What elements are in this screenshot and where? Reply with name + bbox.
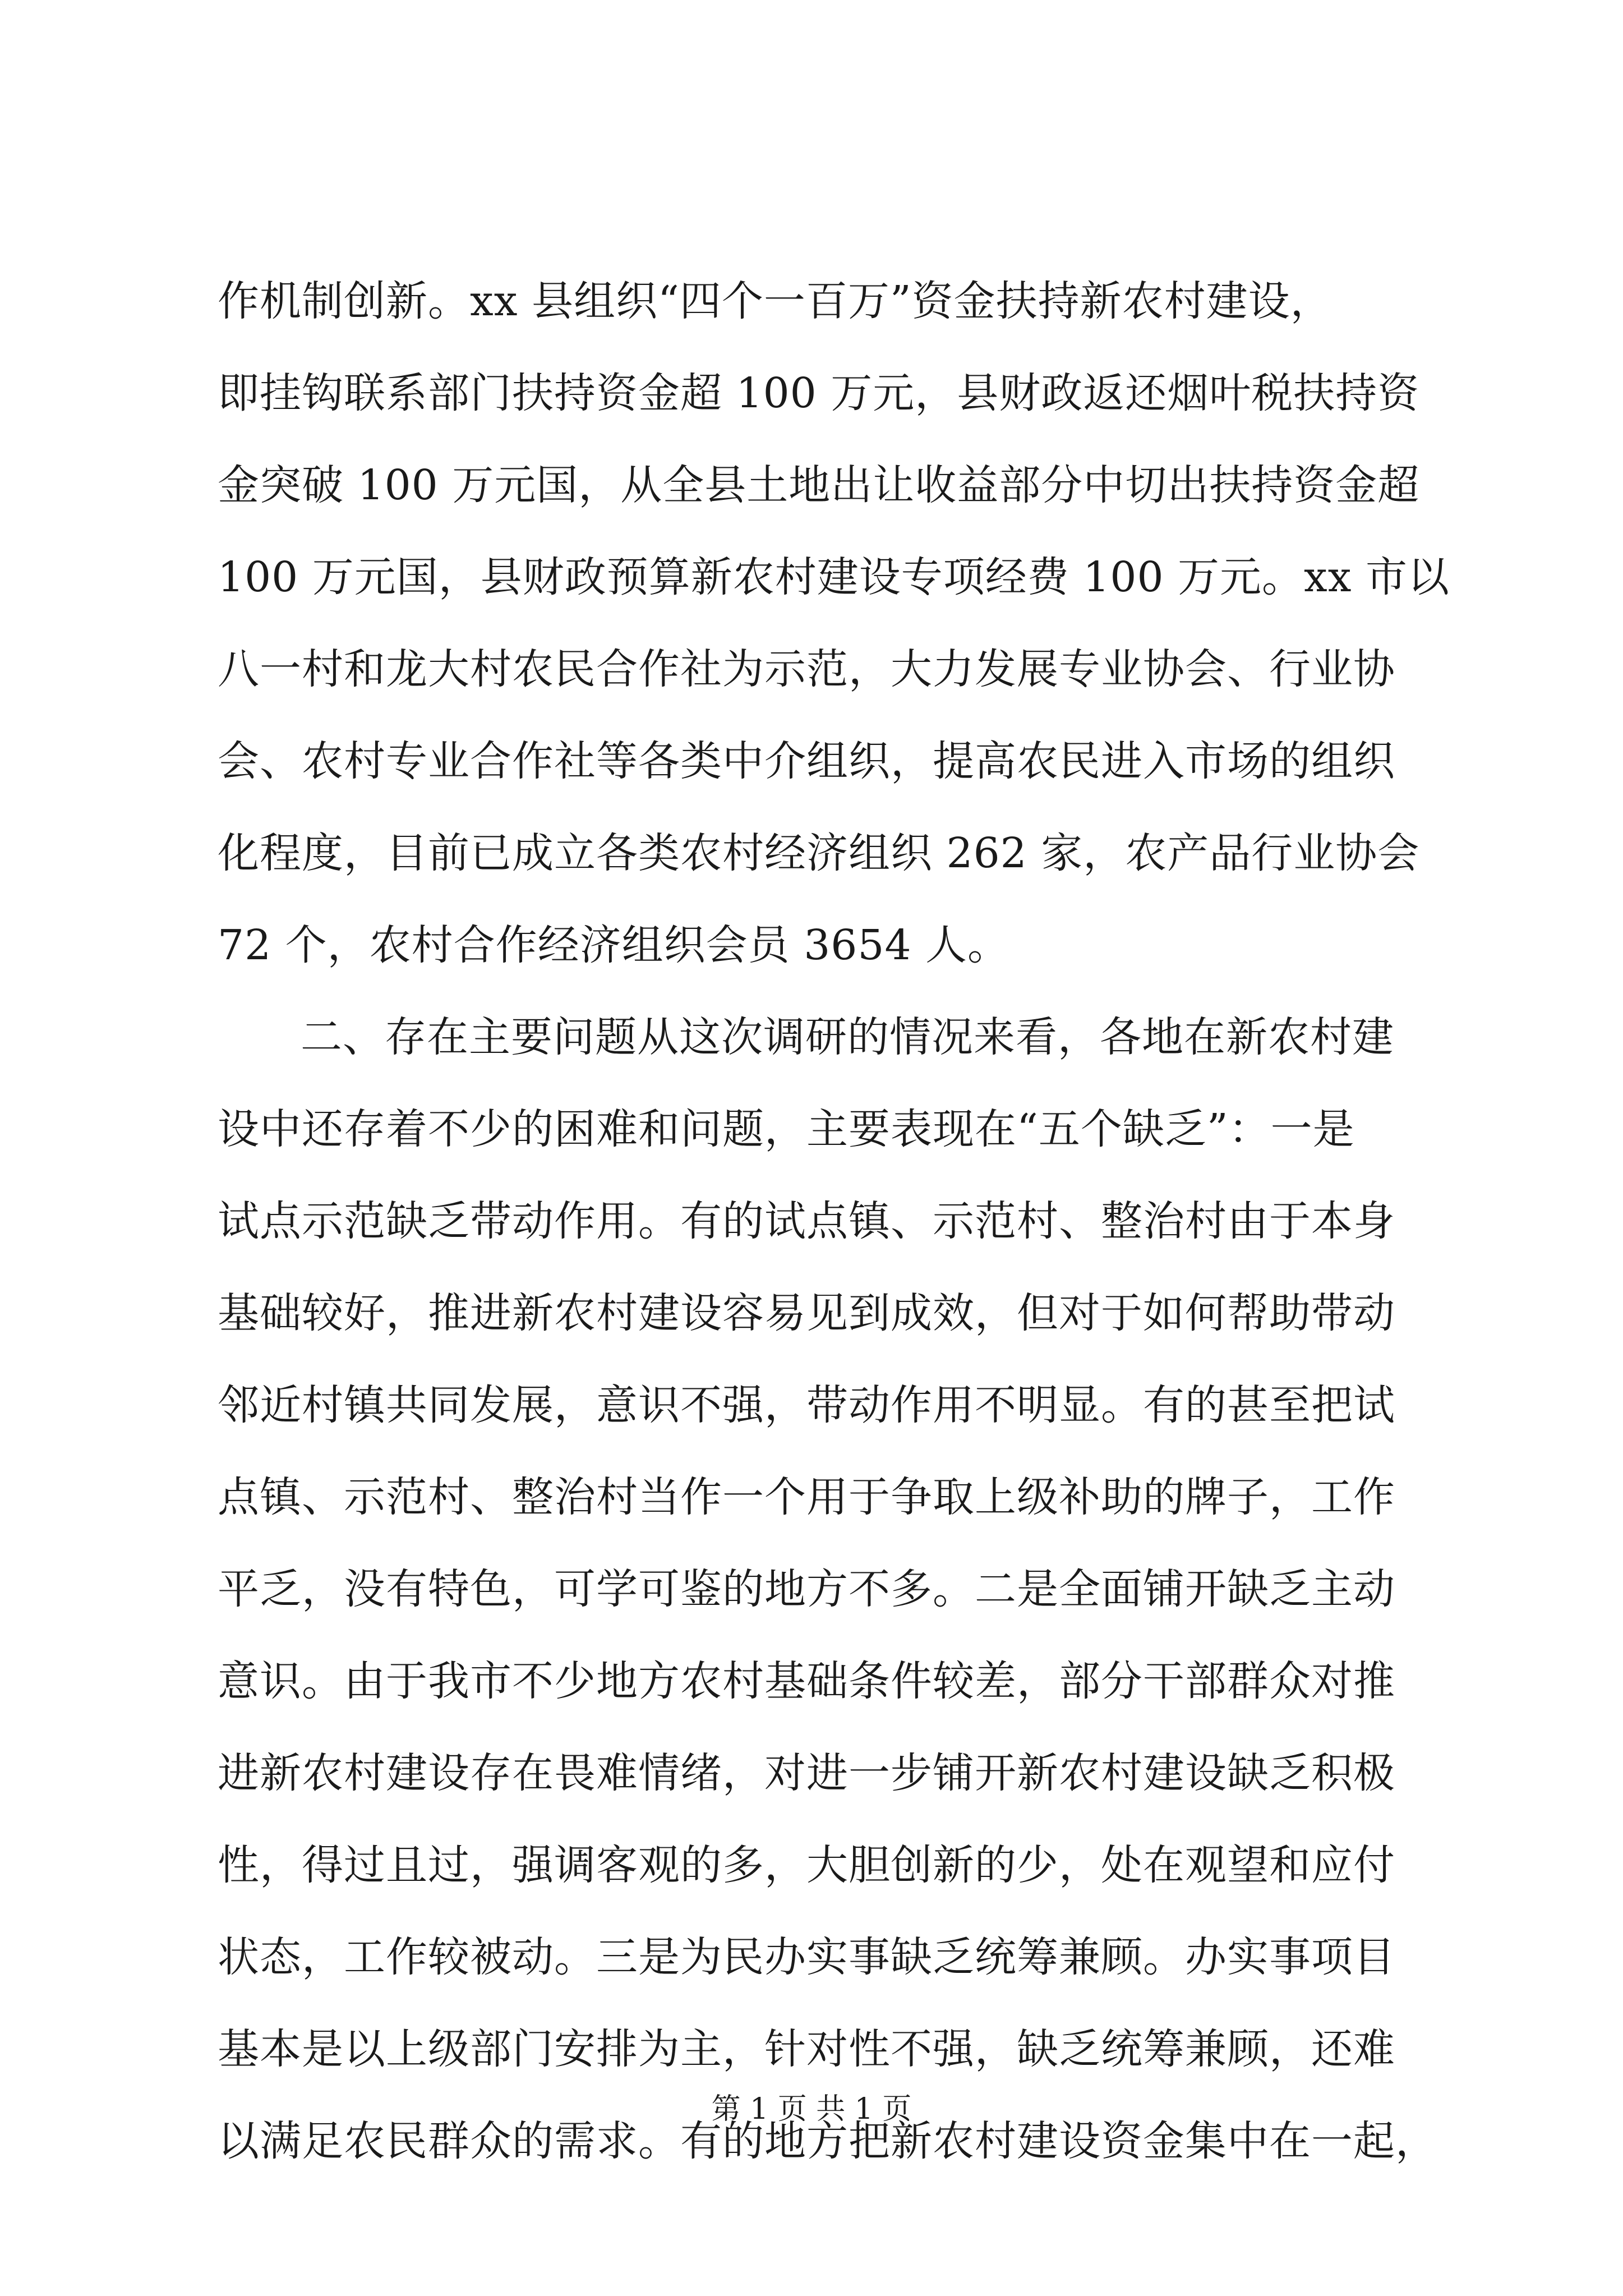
page-footer: 第 1 页 共 1 页 <box>711 2092 912 2126</box>
text-line: 意识。由于我市不少地方农村基础条件较差，部分干部群众对推 <box>218 1657 1395 1705</box>
text-line: 设中还存着不少的困难和问题，主要表现在“五个缺乏”：一是 <box>218 1105 1355 1153</box>
text-line: 会、农村专业合作社等各类中介组织，提高农民进入市场的组织 <box>218 737 1395 785</box>
text-line: 化程度，目前已成立各类农村经济组织 262 家，农产品行业协会 <box>218 829 1420 877</box>
text-line: 72 个，农村合作经济组织会员 3654 人。 <box>218 921 1010 969</box>
text-line: 点镇、示范村、整治村当作一个用于争取上级补助的牌子，工作 <box>218 1473 1395 1521</box>
text-line: 状态，工作较被动。三是为民办实事缺乏统筹兼顾。办实事项目 <box>218 1933 1395 1981</box>
text-line: 邻近村镇共同发展，意识不强，带动作用不明显。有的甚至把试 <box>218 1381 1395 1429</box>
text-line: 基本是以上级部门安排为主，针对性不强，缺乏统筹兼顾，还难 <box>218 2025 1395 2073</box>
text-line: 作机制创新。xx 县组织“四个一百万”资金扶持新农村建设， <box>218 277 1332 325</box>
text-line: 进新农村建设存在畏难情绪，对进一步铺开新农村建设缺乏积极 <box>218 1749 1395 1797</box>
text-line: 性，得过且过，强调客观的多，大胆创新的少，处在观望和应付 <box>218 1841 1395 1889</box>
text-line: 金突破 100 万元国，从全县土地出让收益部分中切出扶持资金超 <box>218 461 1420 509</box>
text-line: 八一村和龙大村农民合作社为示范，大力发展专业协会、行业协 <box>218 645 1395 693</box>
text-line: 基础较好，推进新农村建设容易见到成效，但对于如何帮助带动 <box>218 1289 1395 1337</box>
text-line: 试点示范缺乏带动作用。有的试点镇、示范村、整治村由于本身 <box>218 1197 1395 1245</box>
text-line: 以满足农民群众的需求。有的地方把新农村建设资金集中在一起， <box>218 2117 1437 2165</box>
text-line: 即挂钩联系部门扶持资金超 100 万元，县财政返还烟叶税扶持资 <box>218 369 1420 417</box>
text-line: 二、存在主要问题从这次调研的情况来看，各地在新农村建 <box>301 1013 1394 1061</box>
body-text <box>218 255 1450 2187</box>
text-line: 100 万元国，县财政预算新农村建设专项经费 100 万元。xx 市以 <box>218 553 1450 601</box>
text-line: 平乏，没有特色，可学可鉴的地方不多。二是全面铺开缺乏主动 <box>218 1565 1395 1613</box>
